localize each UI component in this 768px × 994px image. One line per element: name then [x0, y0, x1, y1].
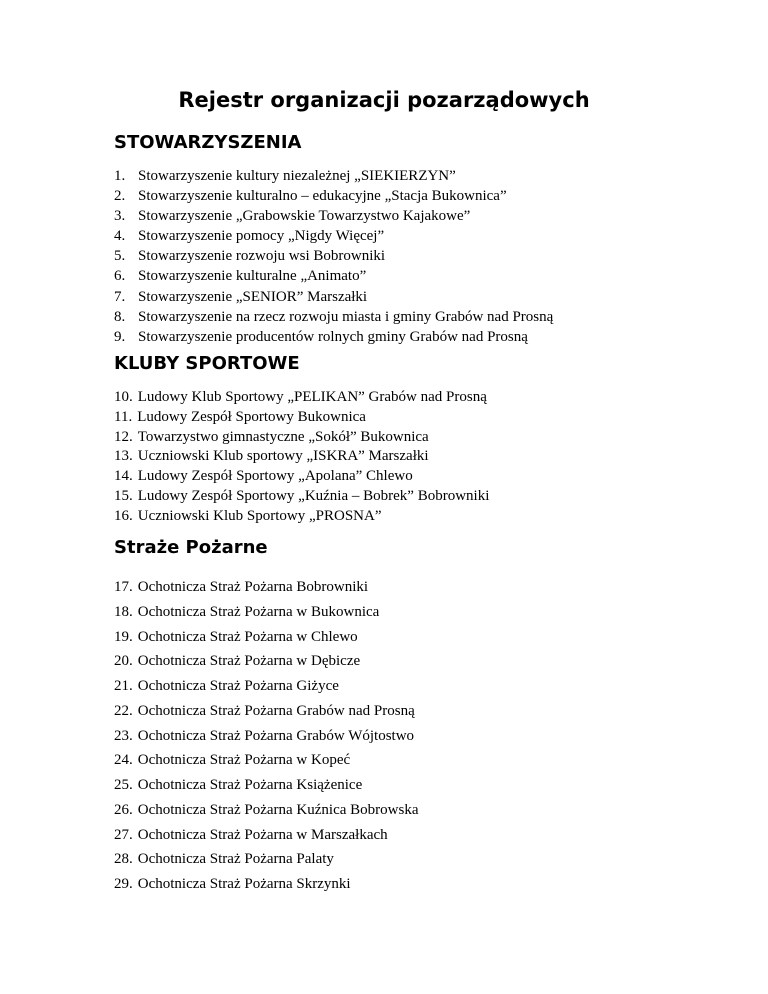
- list-item: [114, 773, 418, 798]
- item-number: 10.: [114, 389, 133, 405]
- item-number: 19.: [114, 628, 133, 645]
- list-item: [114, 487, 489, 507]
- item-text: Ludowy Zespół Sportowy „Kuźnia – Bobrek” Bobrowniki: [137, 487, 490, 504]
- item-text: Ochotnicza Straż Pożarna Bobrowniki: [137, 579, 369, 595]
- item-number: 28.: [114, 851, 133, 868]
- list-item: [114, 600, 418, 625]
- item-number: 15.: [114, 487, 133, 504]
- list-item: [114, 226, 553, 246]
- item-text: Ochotnicza Straż Pożarna w Bukownica: [137, 603, 380, 620]
- list-item: [114, 428, 489, 448]
- section-heading-stowarzyszenia: STOWARZYSZENIA: [114, 132, 302, 153]
- list-item: [114, 625, 418, 650]
- page-title: Rejestr organizacji pozarządowych: [178, 88, 590, 112]
- item-number: 8.: [114, 308, 126, 325]
- item-text: Ludowy Klub Sportowy „PELIKAN” Grabów nad Prosną: [137, 389, 487, 405]
- list-item: [114, 575, 418, 600]
- list-item: [114, 266, 553, 286]
- item-number: 29.: [114, 876, 133, 892]
- item-number: 27.: [114, 826, 133, 843]
- item-text: Ochotnicza Straż Pożarna w Chlewo: [137, 628, 358, 645]
- list-item: [114, 287, 553, 307]
- item-text: Stowarzyszenie rozwoju wsi Bobrowniki: [138, 248, 386, 265]
- item-number: 2.: [114, 188, 126, 205]
- list-item: [114, 507, 489, 527]
- item-number: 26.: [114, 801, 133, 818]
- item-text: Ochotnicza Straż Pożarna Skrzynki: [137, 876, 351, 892]
- item-text: Ochotnicza Straż Pożarna Książenice: [137, 777, 363, 793]
- list-item: [114, 798, 418, 823]
- item-text: Stowarzyszenie kulturalno – edukacyjne „Stacja Bukownica”: [138, 188, 507, 205]
- item-number: 21.: [114, 678, 133, 694]
- item-text: Ludowy Zespół Sportowy Bukownica: [137, 408, 366, 425]
- item-number: 18.: [114, 603, 133, 620]
- item-text: Stowarzyszenie „Grabowskie Towarzystwo Kajakowe”: [138, 208, 471, 225]
- item-text: Stowarzyszenie producentów rolnych gminy Grabów nad Prosną: [138, 328, 528, 345]
- section-heading-kluby-sportowe: KLUBY SPORTOWE: [114, 353, 300, 374]
- item-number: 14.: [114, 468, 133, 485]
- section-heading-straze-pozarne: Straże Pożarne: [114, 537, 268, 558]
- item-text: Ochotnicza Straż Pożarna w Dębicze: [137, 653, 361, 670]
- list-item: [114, 699, 418, 724]
- item-number: 5.: [114, 248, 126, 265]
- item-text: Ochotnicza Straż Pożarna Giżyce: [137, 678, 339, 694]
- item-number: 9.: [114, 328, 126, 345]
- item-number: 23.: [114, 727, 133, 744]
- item-text: Towarzystwo gimnastyczne „Sokół” Bukownica: [137, 428, 429, 445]
- item-number: 3.: [114, 208, 126, 225]
- list-item: [114, 467, 489, 487]
- item-text: Ochotnicza Straż Pożarna Kuźnica Bobrowska: [137, 801, 419, 818]
- item-number: 22.: [114, 702, 133, 719]
- item-number: 13.: [114, 448, 133, 465]
- item-number: 25.: [114, 777, 133, 793]
- list-item: [114, 872, 418, 897]
- item-text: Ludowy Zespół Sportowy „Apolana” Chlewo: [137, 468, 413, 485]
- list-item: [114, 847, 418, 872]
- list-item: [114, 823, 418, 848]
- list-stowarzyszenia: [114, 166, 553, 347]
- item-text: Ochotnicza Straż Pożarna w Kopeć: [137, 752, 351, 769]
- list-item: [114, 388, 489, 408]
- item-text: Stowarzyszenie na rzecz rozwoju miasta i gminy Grabów nad Prosną: [138, 308, 554, 325]
- item-number: 20.: [114, 653, 133, 670]
- item-number: 17.: [114, 579, 133, 595]
- list-straze-pozarne: [114, 575, 418, 897]
- list-item: [114, 186, 553, 206]
- list-item: [114, 447, 489, 467]
- list-item: [114, 307, 553, 327]
- item-text: Stowarzyszenie pomocy „Nigdy Więcej”: [138, 228, 385, 245]
- item-text: Stowarzyszenie kulturalne „Animato”: [138, 268, 367, 285]
- list-item: [114, 327, 553, 347]
- item-number: 7.: [114, 288, 126, 305]
- item-number: 12.: [114, 428, 133, 445]
- item-text: Ochotnicza Straż Pożarna Grabów nad Prosną: [137, 702, 415, 719]
- list-item: [114, 408, 489, 428]
- list-item: [114, 649, 418, 674]
- list-item: [114, 206, 553, 226]
- item-text: Ochotnicza Straż Pożarna w Marszałkach: [137, 826, 388, 843]
- list-item: [114, 166, 553, 186]
- item-number: 1.: [114, 168, 126, 184]
- list-item: [114, 724, 418, 749]
- item-text: Stowarzyszenie „SENIOR” Marszałki: [138, 288, 368, 305]
- list-item: [114, 246, 553, 266]
- item-text: Ochotnicza Straż Pożarna Palaty: [137, 851, 334, 868]
- list-item: [114, 748, 418, 773]
- list-kluby-sportowe: [114, 388, 489, 527]
- item-text: Ochotnicza Straż Pożarna Grabów Wójtostwo: [137, 727, 415, 744]
- item-number: 24.: [114, 752, 133, 769]
- item-number: 6.: [114, 268, 126, 285]
- item-number: 11.: [114, 408, 133, 425]
- item-text: Uczniowski Klub sportowy „ISKRA” Marszałki: [137, 448, 429, 465]
- item-text: Stowarzyszenie kultury niezależnej „SIEKIERZYN”: [138, 168, 456, 184]
- item-number: 16.: [114, 507, 133, 524]
- item-text: Uczniowski Klub Sportowy „PROSNA”: [137, 507, 382, 524]
- item-number: 4.: [114, 228, 126, 245]
- list-item: [114, 674, 418, 699]
